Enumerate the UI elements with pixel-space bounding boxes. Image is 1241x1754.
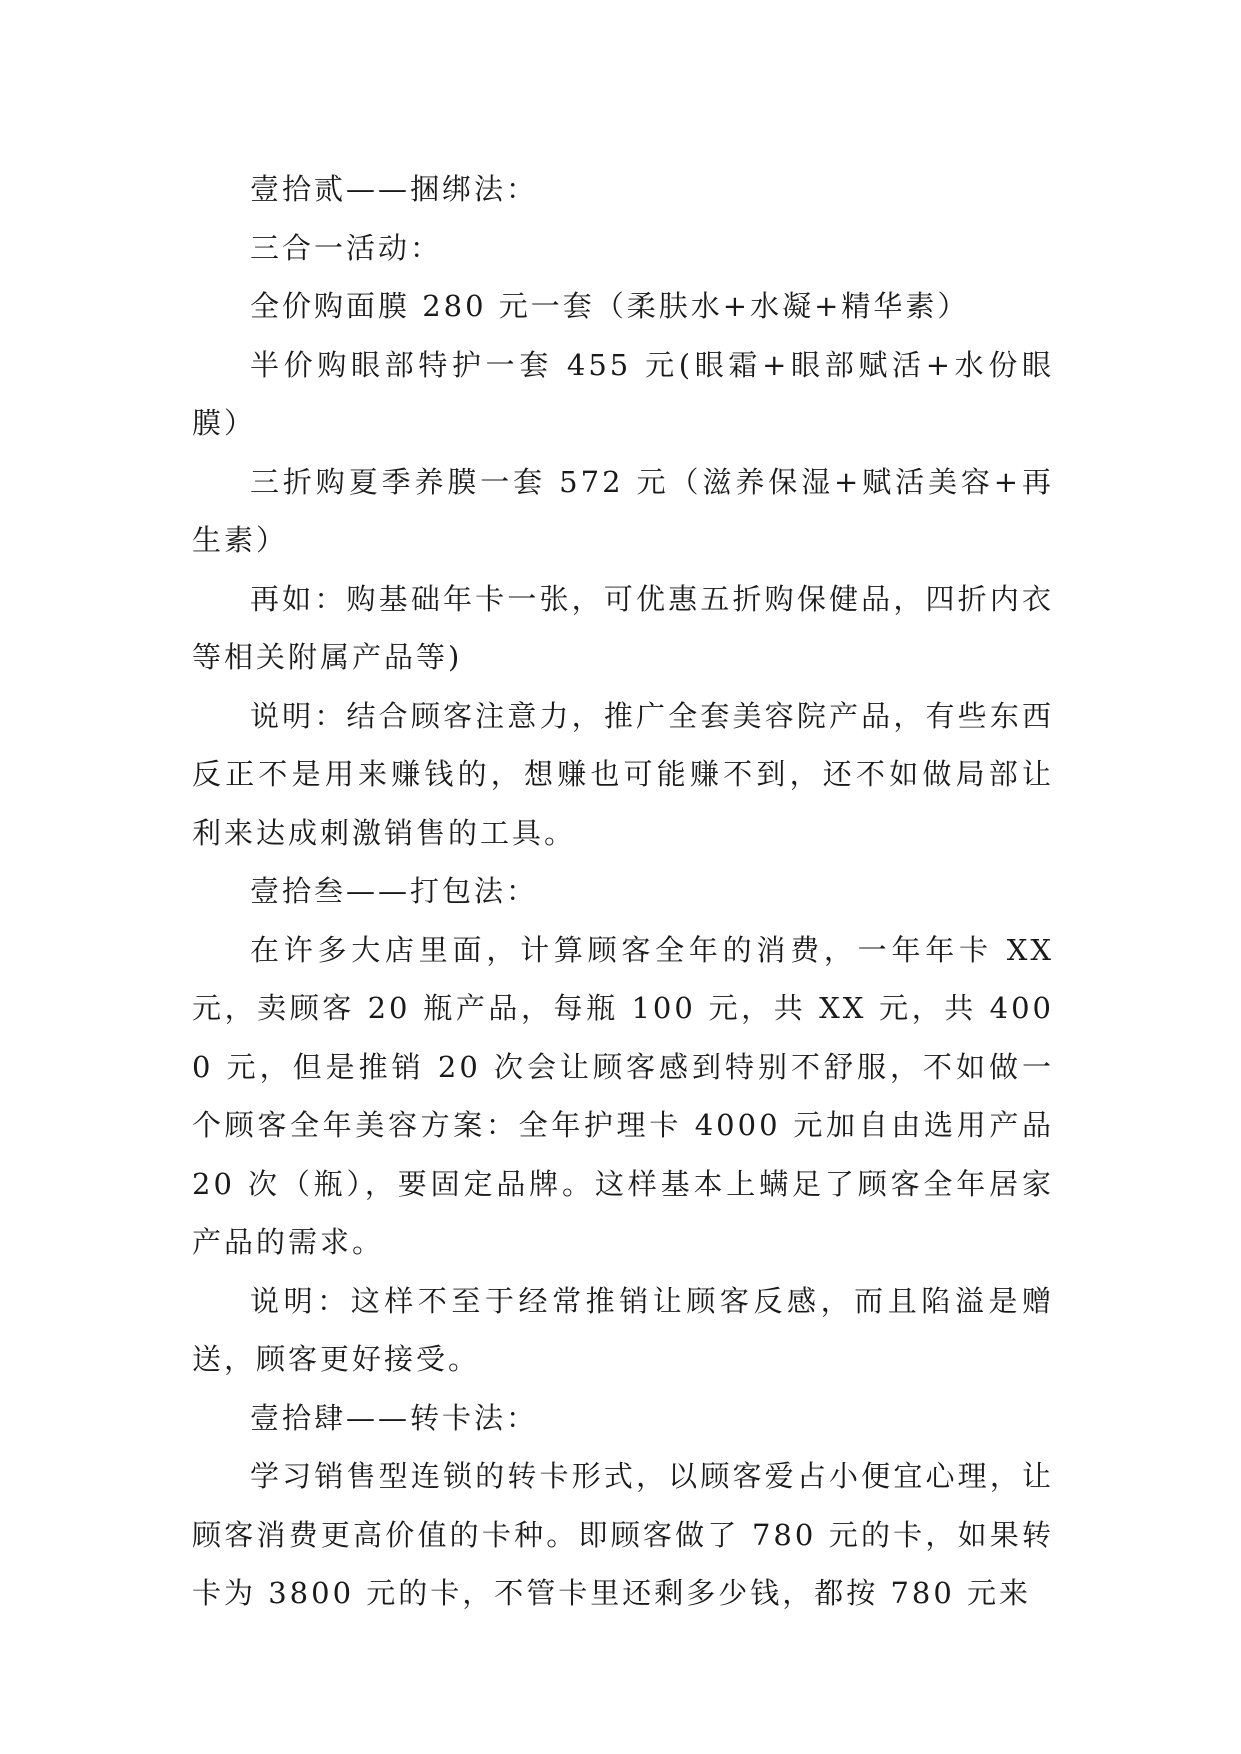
paragraph-package-detail: 在许多大店里面，计算顾客全年的消费，一年年卡 XX 元，卖顾客 20 瓶产品，每瓶 100 元，共 XX 元，共 4000 元，但是推销 20 次会让顾客感到特别不舒服，不如做一个顾客全年美容方案：全年护理卡 4000 元加自由选用产品 20 次（瓶），要固定品牌。这样基本上螨足了顾客全年居家产品的需求。 <box>192 932 1054 1259</box>
paragraph-explanation-2: 说明：这样不至于经常推销让顾客反感，而且陷溢是赠送，顾客更好接受。 <box>192 1283 1054 1376</box>
paragraph-three-in-one: 三合一活动： <box>250 230 443 265</box>
heading-card-transfer: 壹拾肆——转卡法： <box>250 1400 539 1435</box>
paragraph-half-price: 半价购眼部特护一套 455 元(眼霜+眼部赋活+水份眼膜） <box>192 347 1054 440</box>
paragraph-full-price: 全价购面膜 280 元一套（柔肤水+水凝+精华素） <box>250 289 970 323</box>
heading-package: 壹拾叁——打包法： <box>250 874 539 908</box>
paragraph-card-transfer-detail: 学习销售型连锁的转卡形式，以顾客爱占小便宜心理，让顾客消费更高价值的卡种。即顾客做了 780 元的卡，如果转卡为 3800 元的卡，不管卡里还剩多少钱，都按 780 元来 <box>192 1459 1054 1610</box>
paragraph-explanation-1: 说明：结合顾客注意力，推广全套美容院产品，有些东西反正不是用来赚钱的，想赚也可能赚不到，还不如做局部让利来达成刺激销售的工具。 <box>192 698 1054 850</box>
paragraph-thirty-percent: 三折购夏季养膜一套 572 元（滋养保湿+赋活美容+再生素） <box>192 464 1054 557</box>
document-body <box>192 160 1054 1623</box>
paragraph-example: 再如：购基础年卡一张，可优惠五折购保健品，四折内衣等相关附属产品等) <box>192 581 1054 674</box>
heading-bundling: 壹拾贰——捆绑法： <box>250 172 539 206</box>
